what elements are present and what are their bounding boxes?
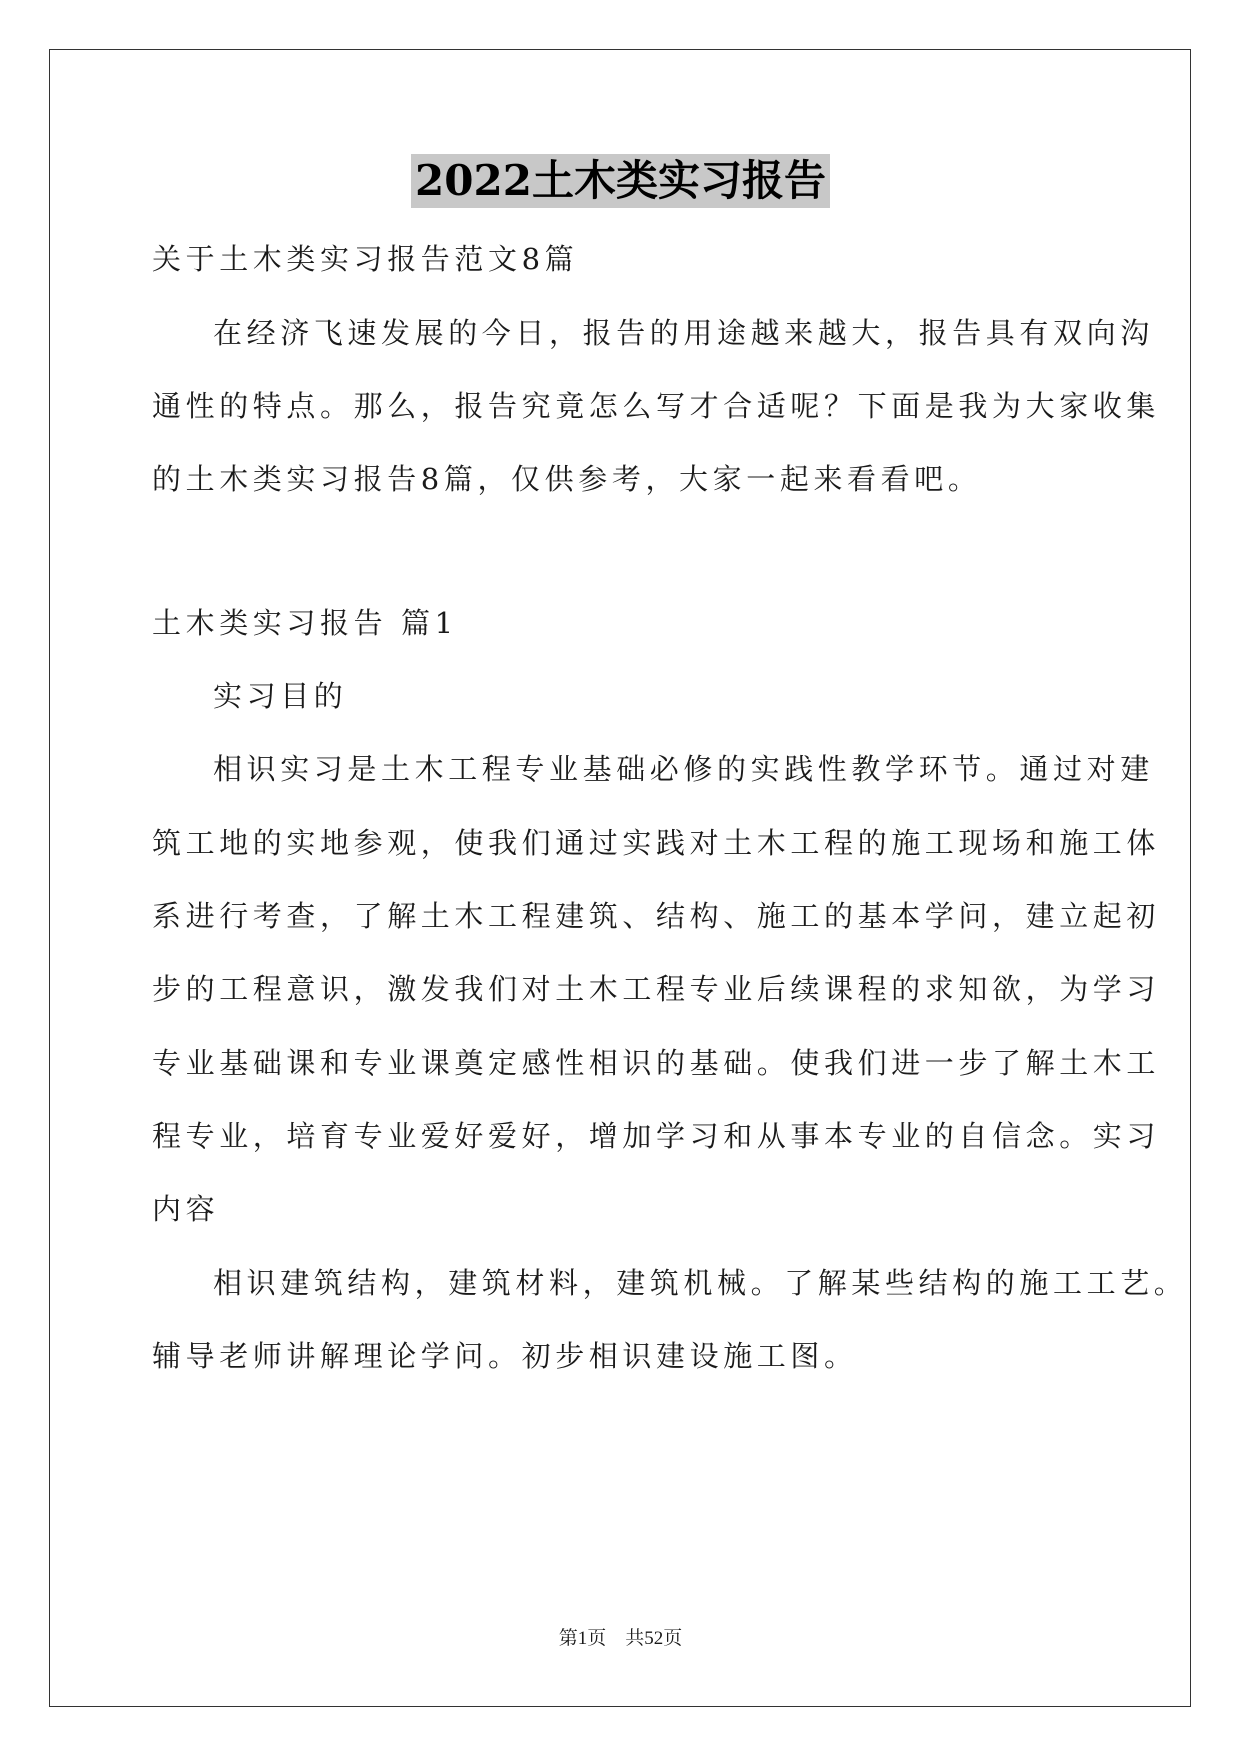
intro-line: 关于土木类实习报告范文8篇: [152, 242, 579, 276]
para2-line-6: 程专业，培育专业爱好爱好，增加学习和从事本专业的自信念。实习: [152, 1119, 1161, 1153]
section-heading: 土木类实习报告 篇1: [152, 606, 458, 640]
para2-line-7: 内容: [152, 1192, 220, 1226]
para2-line-4: 步的工程意识，激发我们对土木工程专业后续课程的求知欲，为学习: [152, 972, 1161, 1006]
para3-line-2: 辅导老师讲解理论学问。初步相识建设施工图。: [152, 1339, 858, 1373]
subheading: 实习目的: [213, 679, 348, 713]
para1-line-2: 通性的特点。那么，报告究竟怎么写才合适呢？下面是我为大家收集: [152, 389, 1161, 423]
para1-line-1: 在经济飞速发展的今日，报告的用途越来越大，报告具有双向沟: [213, 316, 1154, 350]
document-title: 2022土木类实习报告: [411, 154, 830, 208]
page-border: [49, 49, 1191, 1707]
para2-line-5: 专业基础课和专业课奠定感性相识的基础。使我们进一步了解土木工: [152, 1046, 1161, 1080]
para1-line-3: 的土木类实习报告8篇，仅供参考，大家一起来看看吧。: [152, 462, 982, 496]
para2-line-3: 系进行考查，了解土木工程建筑、结构、施工的基本学问，建立起初: [152, 899, 1161, 933]
page-number-footer: 第1页 共52页: [558, 1628, 683, 1649]
para2-line-2: 筑工地的实地参观，使我们通过实践对土木工程的施工现场和施工体: [152, 826, 1161, 860]
title-container: [0, 154, 1241, 208]
para3-line-1: 相识建筑结构，建筑材料，建筑机械。了解某些结构的施工工艺。: [213, 1266, 1188, 1300]
para2-line-1: 相识实习是土木工程专业基础必修的实践性教学环节。通过对建: [213, 752, 1154, 786]
